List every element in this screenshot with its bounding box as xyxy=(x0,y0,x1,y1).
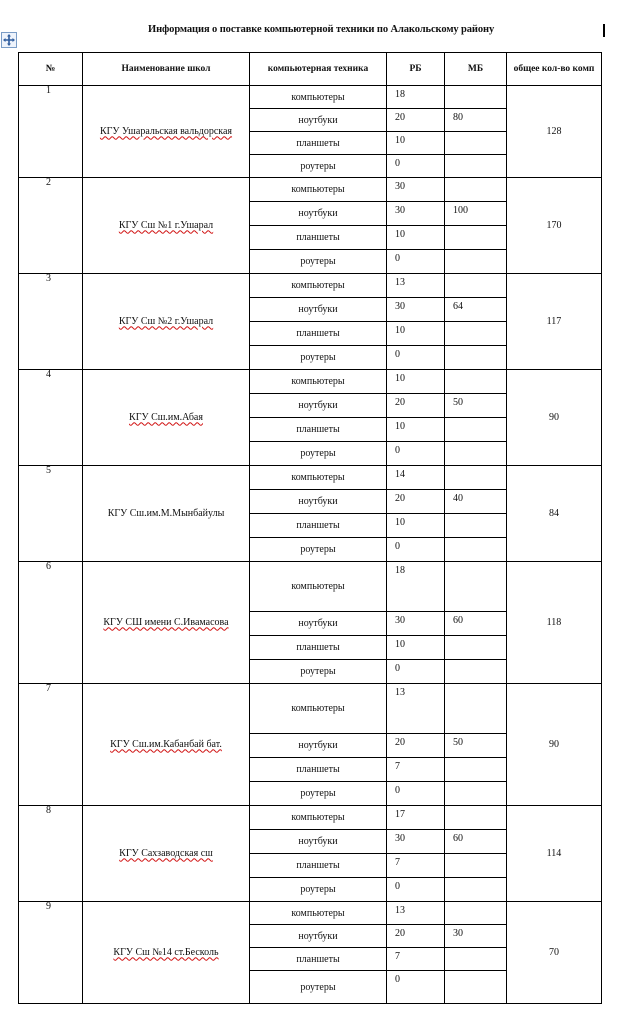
cell-tech-text: компьютеры xyxy=(291,472,345,483)
cell-mb xyxy=(445,734,507,758)
cell-rb xyxy=(387,758,445,782)
cell-rb xyxy=(387,684,445,734)
cell-rb-text: 30 xyxy=(395,181,405,192)
cell-rb xyxy=(387,538,445,562)
cell-rb-text: 30 xyxy=(395,205,405,216)
cell-num-text: 3 xyxy=(46,273,51,284)
cell-num-text: 5 xyxy=(46,465,51,476)
cell-tech xyxy=(250,902,387,925)
cell-num xyxy=(19,370,83,466)
table-body xyxy=(19,86,602,1004)
cell-tech xyxy=(250,636,387,660)
cell-rb xyxy=(387,155,445,178)
table-row xyxy=(19,684,602,734)
cell-mb xyxy=(445,178,507,202)
cell-rb-text: 0 xyxy=(395,785,400,796)
cell-tech-text: планшеты xyxy=(296,424,340,435)
cell-tech xyxy=(250,562,387,612)
cell-total xyxy=(507,902,602,1004)
cell-rb xyxy=(387,442,445,466)
cell-tech-text: роутеры xyxy=(300,448,336,459)
cell-rb-text: 30 xyxy=(395,833,405,844)
cell-tech-text: ноутбуки xyxy=(298,304,338,315)
cell-num-text: 8 xyxy=(46,805,51,816)
cell-mb-text: 60 xyxy=(453,615,463,626)
cell-rb xyxy=(387,902,445,925)
cell-tech xyxy=(250,854,387,878)
cell-rb xyxy=(387,734,445,758)
cell-rb xyxy=(387,612,445,636)
cell-mb xyxy=(445,370,507,394)
cell-school-text: КГУ Сш.им.Абая xyxy=(129,411,203,423)
cell-rb-text: 20 xyxy=(395,397,405,408)
cell-school-text: КГУ Сш №2 г.Ушарал xyxy=(118,315,214,327)
cell-rb-text: 10 xyxy=(395,373,405,384)
cell-mb xyxy=(445,636,507,660)
cell-rb xyxy=(387,298,445,322)
cell-tech xyxy=(250,466,387,490)
cell-tech xyxy=(250,660,387,684)
cell-rb-text: 20 xyxy=(395,112,405,123)
cell-mb xyxy=(445,854,507,878)
cell-tech xyxy=(250,155,387,178)
cell-mb xyxy=(445,418,507,442)
cell-rb-text: 0 xyxy=(395,881,400,892)
cell-tech xyxy=(250,394,387,418)
cell-rb xyxy=(387,806,445,830)
cell-rb xyxy=(387,202,445,226)
cell-mb xyxy=(445,806,507,830)
cell-tech xyxy=(250,346,387,370)
cell-tech xyxy=(250,806,387,830)
cell-rb-text: 13 xyxy=(395,687,405,698)
cell-tech xyxy=(250,109,387,132)
cell-school xyxy=(83,902,250,1004)
cell-rb xyxy=(387,226,445,250)
text-cursor xyxy=(603,24,605,37)
cell-total-text: 114 xyxy=(546,848,562,859)
cell-rb xyxy=(387,370,445,394)
header-total: общее кол-во комп xyxy=(507,53,602,86)
cell-total-text: 128 xyxy=(546,126,562,137)
cell-school xyxy=(83,806,250,902)
header-rb: РБ xyxy=(387,53,445,86)
cell-school xyxy=(83,86,250,178)
cell-tech xyxy=(250,758,387,782)
cell-mb xyxy=(445,878,507,902)
cell-school xyxy=(83,274,250,370)
cell-tech xyxy=(250,514,387,538)
cell-total-text: 170 xyxy=(546,220,562,231)
cell-tech-text: планшеты xyxy=(296,764,340,775)
cell-mb-text: 60 xyxy=(453,833,463,844)
cell-rb-text: 10 xyxy=(395,639,405,650)
cell-rb xyxy=(387,132,445,155)
cell-tech-text: компьютеры xyxy=(291,581,345,592)
cell-total xyxy=(507,178,602,274)
cell-num-text: 1 xyxy=(46,85,51,96)
table-row xyxy=(19,370,602,394)
cell-mb-text: 80 xyxy=(453,112,463,123)
table-header-row xyxy=(19,53,602,86)
cell-mb xyxy=(445,442,507,466)
cell-tech xyxy=(250,971,387,1004)
cell-mb-text: 50 xyxy=(453,397,463,408)
cell-tech xyxy=(250,178,387,202)
cell-tech-text: компьютеры xyxy=(291,376,345,387)
cell-mb xyxy=(445,155,507,178)
cell-num xyxy=(19,806,83,902)
cell-school-text: КГУ Сш №14 ст.Бесколь xyxy=(113,946,219,958)
cell-mb xyxy=(445,782,507,806)
cell-tech-text: ноутбуки xyxy=(298,400,338,411)
cell-mb xyxy=(445,925,507,948)
cell-num-text: 4 xyxy=(46,369,51,380)
cell-rb xyxy=(387,86,445,109)
cell-tech-text: планшеты xyxy=(296,860,340,871)
cell-tech-text: планшеты xyxy=(296,328,340,339)
cell-rb-text: 18 xyxy=(395,89,405,100)
cell-tech xyxy=(250,202,387,226)
cell-mb xyxy=(445,948,507,971)
cell-tech xyxy=(250,925,387,948)
cell-rb xyxy=(387,394,445,418)
cell-school-text: КГУ Сш.им.Кабанбай бат. xyxy=(110,738,222,750)
cell-school xyxy=(83,370,250,466)
cell-tech-text: компьютеры xyxy=(291,812,345,823)
cell-tech-text: роутеры xyxy=(300,666,336,677)
cell-rb xyxy=(387,636,445,660)
cell-rb-text: 0 xyxy=(395,349,400,360)
cell-mb xyxy=(445,298,507,322)
cell-tech-text: роутеры xyxy=(300,788,336,799)
cell-rb xyxy=(387,418,445,442)
cell-num xyxy=(19,86,83,178)
cell-tech xyxy=(250,298,387,322)
cell-tech xyxy=(250,370,387,394)
cell-school-text: КГУ Сахзаводская сш xyxy=(119,847,213,859)
cell-total xyxy=(507,86,602,178)
cell-school-text: КГУ СШ имени С.Ивамасова xyxy=(103,616,229,628)
cell-tech-text: ноутбуки xyxy=(298,836,338,847)
cell-rb-text: 13 xyxy=(395,277,405,288)
cell-rb-text: 20 xyxy=(395,737,405,748)
cell-mb xyxy=(445,250,507,274)
cell-tech-text: планшеты xyxy=(296,642,340,653)
cell-tech xyxy=(250,86,387,109)
cell-mb xyxy=(445,202,507,226)
cell-rb-text: 10 xyxy=(395,229,405,240)
cell-school-text: КГУ Сш.им.М.Мынбайулы xyxy=(107,507,225,519)
cell-rb xyxy=(387,466,445,490)
cell-total-text: 90 xyxy=(549,412,559,423)
cell-mb xyxy=(445,322,507,346)
cell-num xyxy=(19,178,83,274)
cell-rb-text: 7 xyxy=(395,857,400,868)
cell-rb-text: 14 xyxy=(395,469,405,480)
table-row xyxy=(19,178,602,202)
cell-rb-text: 20 xyxy=(395,493,405,504)
cell-rb-text: 20 xyxy=(395,928,405,939)
cell-mb xyxy=(445,514,507,538)
cell-rb-text: 10 xyxy=(395,421,405,432)
cell-mb-text: 64 xyxy=(453,301,463,312)
cell-tech-text: компьютеры xyxy=(291,280,345,291)
cell-rb xyxy=(387,322,445,346)
cell-total-text: 117 xyxy=(546,316,562,327)
cell-num-text: 2 xyxy=(46,177,51,188)
table-move-handle-icon[interactable] xyxy=(1,32,17,48)
cell-school xyxy=(83,178,250,274)
cell-tech-text: роутеры xyxy=(300,160,336,172)
header-num: № xyxy=(19,53,83,86)
cell-school xyxy=(83,562,250,684)
cell-num xyxy=(19,274,83,370)
cell-rb xyxy=(387,562,445,612)
cell-tech-text: ноутбуки xyxy=(298,496,338,507)
cell-mb xyxy=(445,132,507,155)
header-school: Наименование школ xyxy=(83,53,250,86)
cell-tech xyxy=(250,538,387,562)
cell-total xyxy=(507,684,602,806)
cell-mb-text: 100 xyxy=(453,205,468,216)
cell-tech xyxy=(250,226,387,250)
cell-total xyxy=(507,274,602,370)
cell-rb xyxy=(387,274,445,298)
table-row xyxy=(19,902,602,925)
cell-num xyxy=(19,684,83,806)
cell-num xyxy=(19,562,83,684)
cell-rb-text: 17 xyxy=(395,809,405,820)
cell-tech-text: роутеры xyxy=(300,884,336,895)
cell-mb xyxy=(445,274,507,298)
cell-tech xyxy=(250,250,387,274)
cell-num-text: 6 xyxy=(46,561,51,572)
cell-mb xyxy=(445,684,507,734)
cell-rb-text: 7 xyxy=(395,951,400,962)
table-row xyxy=(19,562,602,612)
cell-tech xyxy=(250,782,387,806)
cell-tech-text: планшеты xyxy=(296,520,340,531)
cell-school xyxy=(83,684,250,806)
supply-table xyxy=(18,52,602,1004)
cell-rb-text: 10 xyxy=(395,135,405,146)
cell-tech xyxy=(250,734,387,758)
cell-num-text: 9 xyxy=(46,901,51,912)
cell-tech xyxy=(250,418,387,442)
table-row xyxy=(19,806,602,830)
cell-rb-text: 0 xyxy=(395,541,400,552)
cell-rb-text: 18 xyxy=(395,565,405,576)
cell-mb xyxy=(445,902,507,925)
cell-total-text: 84 xyxy=(549,508,559,519)
table-row xyxy=(19,466,602,490)
cell-num xyxy=(19,902,83,1004)
cell-mb xyxy=(445,346,507,370)
cell-rb-text: 0 xyxy=(395,158,400,169)
cell-tech-text: планшеты xyxy=(296,137,340,149)
cell-num xyxy=(19,466,83,562)
cell-tech-text: компьютеры xyxy=(291,907,345,919)
header-mb: МБ xyxy=(445,53,507,86)
cell-rb-text: 10 xyxy=(395,325,405,336)
cell-tech xyxy=(250,612,387,636)
cell-mb-text: 30 xyxy=(453,928,463,939)
cell-rb xyxy=(387,109,445,132)
table-row xyxy=(19,274,602,298)
cell-mb xyxy=(445,612,507,636)
cell-rb-text: 0 xyxy=(395,974,400,985)
cell-rb-text: 13 xyxy=(395,905,405,916)
cell-tech xyxy=(250,442,387,466)
cell-tech-text: компьютеры xyxy=(291,184,345,195)
cell-school-text: КГУ Ушаральская вальдорская xyxy=(99,125,233,137)
cell-school xyxy=(83,466,250,562)
cell-tech-text: ноутбуки xyxy=(298,208,338,219)
cell-total xyxy=(507,466,602,562)
cell-tech-text: роутеры xyxy=(300,256,336,267)
cell-tech-text: роутеры xyxy=(300,544,336,555)
cell-rb xyxy=(387,660,445,684)
cell-tech xyxy=(250,274,387,298)
cell-tech xyxy=(250,830,387,854)
cell-tech-text: ноутбуки xyxy=(298,114,338,126)
cell-total xyxy=(507,562,602,684)
cell-rb xyxy=(387,178,445,202)
cell-tech-text: роутеры xyxy=(300,352,336,363)
document-title-text: Информация о поставке компьютерной техники по Алакольскому району xyxy=(148,24,495,35)
cell-mb xyxy=(445,538,507,562)
cell-total xyxy=(507,806,602,902)
cell-rb-text: 30 xyxy=(395,615,405,626)
cell-rb-text: 0 xyxy=(395,253,400,264)
cell-tech xyxy=(250,322,387,346)
cell-mb xyxy=(445,562,507,612)
cell-mb xyxy=(445,758,507,782)
cell-rb xyxy=(387,782,445,806)
cell-tech-text: ноутбуки xyxy=(298,740,338,751)
cell-tech xyxy=(250,490,387,514)
cell-mb xyxy=(445,830,507,854)
cell-mb xyxy=(445,394,507,418)
cell-rb xyxy=(387,948,445,971)
cell-total-text: 118 xyxy=(546,617,562,628)
cell-mb xyxy=(445,466,507,490)
cell-tech xyxy=(250,684,387,734)
cell-num-text: 7 xyxy=(46,683,51,694)
cell-tech-text: роутеры xyxy=(300,981,336,993)
cell-rb xyxy=(387,830,445,854)
cell-rb xyxy=(387,490,445,514)
cell-mb-text: 50 xyxy=(453,737,463,748)
cell-mb xyxy=(445,660,507,684)
cell-rb-text: 0 xyxy=(395,445,400,456)
cell-total-text: 90 xyxy=(549,739,559,750)
cell-mb-text: 40 xyxy=(453,493,463,504)
cell-tech-text: планшеты xyxy=(296,953,340,965)
cell-school-text: КГУ Сш №1 г.Ушарал xyxy=(118,219,214,231)
cell-rb xyxy=(387,250,445,274)
cell-rb xyxy=(387,346,445,370)
cell-mb xyxy=(445,490,507,514)
cell-tech-text: ноутбуки xyxy=(298,930,338,942)
document-title xyxy=(148,24,598,35)
cell-total-text: 70 xyxy=(549,947,559,958)
cell-tech-text: компьютеры xyxy=(291,703,345,714)
cell-rb-text: 0 xyxy=(395,663,400,674)
cell-mb xyxy=(445,226,507,250)
cell-rb-text: 7 xyxy=(395,761,400,772)
cell-mb xyxy=(445,86,507,109)
cell-tech xyxy=(250,878,387,902)
cell-rb xyxy=(387,971,445,1004)
cell-rb-text: 10 xyxy=(395,517,405,528)
cell-mb xyxy=(445,109,507,132)
cell-rb-text: 30 xyxy=(395,301,405,312)
cell-total xyxy=(507,370,602,466)
cell-tech xyxy=(250,948,387,971)
header-tech: компьютерная техника xyxy=(250,53,387,86)
cell-rb xyxy=(387,854,445,878)
table-row xyxy=(19,86,602,109)
cell-mb xyxy=(445,971,507,1004)
cell-tech xyxy=(250,132,387,155)
cell-rb xyxy=(387,925,445,948)
cell-tech-text: компьютеры xyxy=(291,91,345,103)
cell-rb xyxy=(387,878,445,902)
cell-tech-text: планшеты xyxy=(296,232,340,243)
cell-tech-text: ноутбуки xyxy=(298,618,338,629)
cell-rb xyxy=(387,514,445,538)
